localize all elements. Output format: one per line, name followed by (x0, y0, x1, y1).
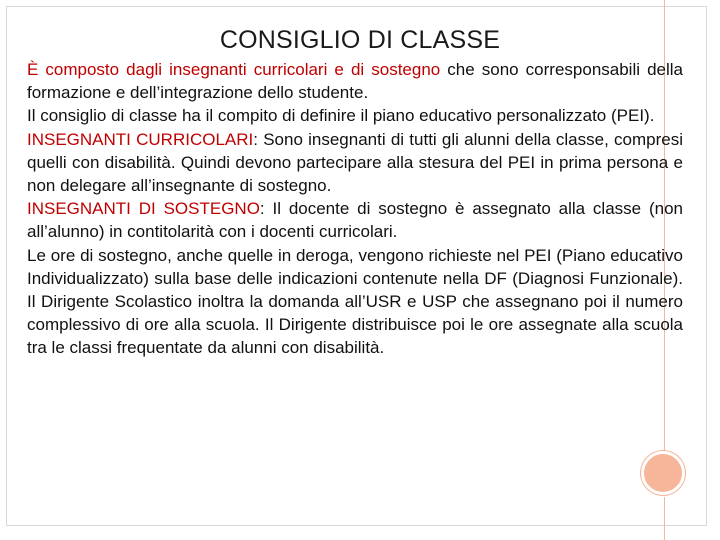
curricular-teachers-text: : Sono insegnanti di tutti gli alunni della classe, compresi quelli con disabilità. Quindi devono partecipare alla stesura del PEI in prima persona e non delegare all’insegnante di sostegno. (27, 129, 683, 196)
curricular-teachers-heading: INSEGNANTI CURRICOLARI (27, 129, 254, 149)
slide-body (27, 58, 683, 360)
composition-rest: che sono corresponsabili della formazione e dell’integrazione dello studente. (27, 60, 683, 103)
composition-lead: È composto dagli insegnanti curricolari e di sostegno (27, 60, 441, 79)
slide-title (0, 26, 720, 55)
support-teachers-heading: INSEGNANTI DI SOSTEGNO (27, 199, 260, 219)
paragraph-support-hours: Le ore di sostegno, anche quelle in deroga, vengono richieste nel PEI (Piano educativo Individualizzato) sulla base delle indicazioni contenute nella DF (Diagnosi Funzionale). Il Dirigente Scolastico inoltra la domanda all’USR e USP che assegnano poi il numero complessivo di ore alla scuola. Il Dirigente distribuisce poi le ore assegnate alla scuola tra le classi frequentate da alunni con disabilità. (27, 245, 683, 358)
support-teachers-text: : Il docente di sostegno è assegnato alla classe (non all’alunno) in contitolarità con i docenti curricolari. (27, 199, 683, 242)
slide-title-text: CONSIGLIO DI CLASSE (219, 26, 501, 54)
decorative-circle-icon (641, 451, 685, 495)
paragraph-task: Il consiglio di classe ha il compito di definire il piano educativo personalizzato (PEI). (27, 106, 655, 126)
paragraph-curricular-teachers (27, 128, 683, 198)
paragraph-support-teachers (27, 197, 683, 243)
paragraph-composition (27, 58, 683, 104)
decorative-vertical-line-bottom (664, 497, 665, 540)
